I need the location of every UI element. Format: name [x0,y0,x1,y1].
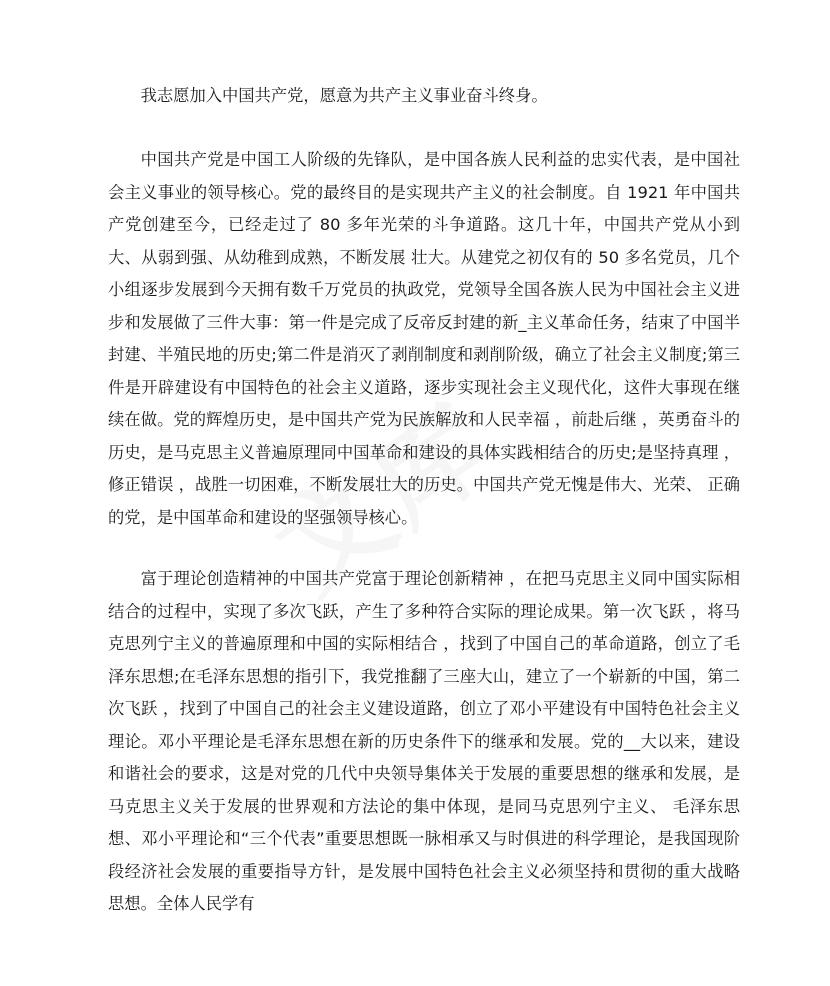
paragraph-pledge: 我志愿加入中国共产党，愿意为共产主义事业奋斗终身。 [140,86,548,105]
paragraph-theory-innovation: 富于理论创造精神的中国共产党富于理论创新精神 ，在把马克思主义同中国实际相结合的过程中，实现了多次飞跃，产生了多种符合实际的理论成果。第一次飞跃 ，将马克思列宁主义的普遍原理和中国的实际相结合 ，找到了中国自己的革命道路，创立了毛泽东思想;在毛泽东思想的指引下，我党推翻了三座大山，建立了一个崭新的中国，第二次飞跃 ，找到了中国自己的社会主义建设道路，创立了邓小平建设有中国特色社会主义理论。邓小平理论是毛泽东思想在新的历史条件下的继承和发展。党的__大以来，建设和谐社会的要求，这是对党的几代中央领导集体关于发展的重要思想的继承和发展，是马克思主义关于发展的世界观和方法论的集中体现，是同马克思列宁主义、 毛泽东思想、邓小平理论和“三个代表”重要思想既一脉相承又与时俱进的科学理论，是我国现阶段经济社会发展的重要指导方针，是发展中国特色社会主义必须坚持和贯彻的重大战略思想。全体人民学有 [108,569,740,913]
paragraph-party-history: 中国共产党是中国工人阶级的先锋队，是中国各族人民利益的忠实代表，是中国社会主义事业的领导核心。党的最终目的是实现共产主义的社会制度。自 1921 年中国共产党创建至今，已经走过了 80 多年光荣的斗争道路。这几十年，中国共产党从小到大、从弱到强、从幼稚到成熟，不断发展 壮大。从建党之初仅有的 50 多名党员，几个小组逐步发展到今天拥有数千万党员的执政党，党领导全国各族人民为中国社会主义进步和发展做了三件大事：第一件是完成了反帝反封建的新_主义革命任务，结束了中国半封建、半殖民地的历史;第二件是消灭了剥削制度和剥削阶级，确立了社会主义制度;第三件是开辟建设有中国特色的社会主义道路，逐步实现社会主义现代化，这件大事现在继续在做。党的辉煌历史，是中国共产党为民族解放和人民幸福 ，前赴后继 ，英勇奋斗的历史，是马克思主义普遍原理同中国革命和建设的具体实践相结合的历史;是坚持真理 ，修正错误 ，战胜一切困难，不断发展壮大的历史。中国共产党无愧是伟大、光荣、 正确的党，是中国革命和建设的坚强领导核心。 [108,150,740,527]
